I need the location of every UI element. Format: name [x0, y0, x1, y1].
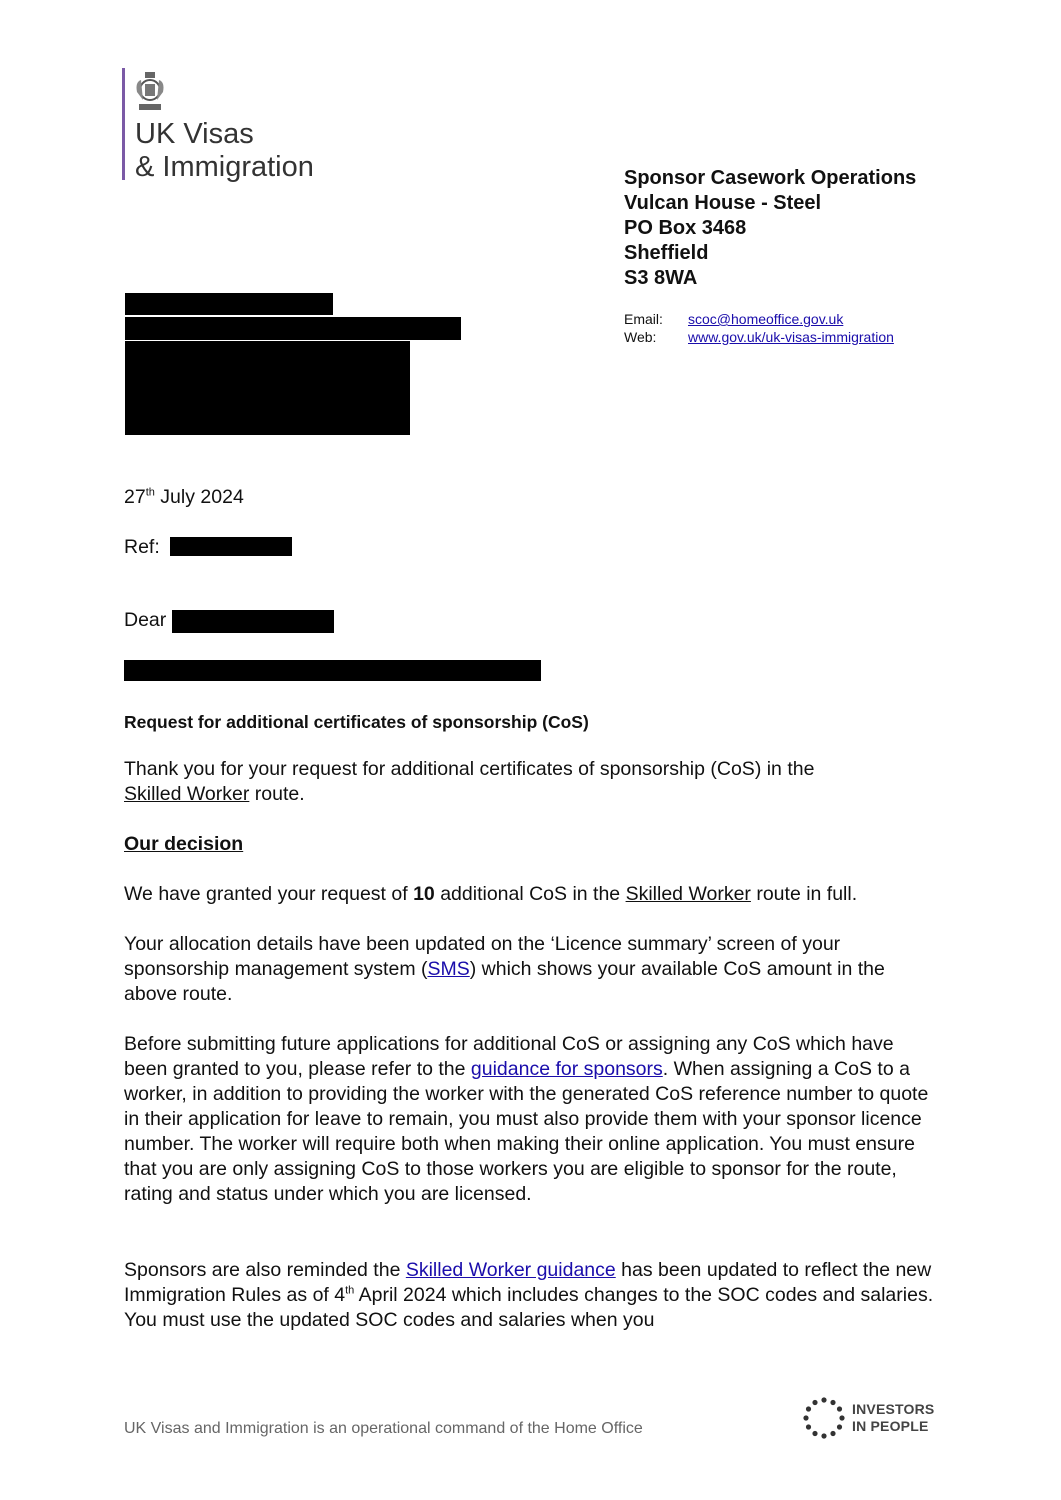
redacted-name — [172, 610, 334, 633]
paragraph-reminder: Sponsors are also reminded the Skilled Worker guidance has been updated to reflect the new Immigration Rules as of 4th April 2024 which includes changes to the SOC codes and salaries. You must use the updated SOC codes and salaries when you — [124, 1259, 934, 1331]
redacted-block — [125, 317, 461, 340]
cos-count: 10 — [413, 883, 435, 905]
address-line: Vulcan House - Steel — [624, 192, 822, 214]
letter-subject: Request for additional certificates of sponsorship (CoS) — [124, 712, 589, 732]
reference-label: Ref: — [124, 536, 160, 558]
skilled-worker-term: Skilled Worker — [625, 883, 751, 905]
skilled-worker-guidance-link[interactable]: Skilled Worker guidance — [405, 1259, 616, 1281]
web-link[interactable]: www.gov.uk/uk-visas-immigration — [688, 329, 894, 345]
brand-name — [135, 118, 314, 184]
brand-bar — [122, 68, 125, 180]
email-link[interactable]: scoc@homeoffice.gov.uk — [688, 311, 844, 327]
paragraph-guidance: Before submitting future applications for additional CoS or assigning any CoS which have been granted to you, please refer to the guidance for sponsors. When assigning a CoS to a worker, in addition to providing the worker with the generated CoS reference number to quote in their application for leave to remain, you must also provide them with your sponsor licence number. The worker will require both when making their online application. You must ensure that you are only assigning CoS to those workers you are eligible to sponsor for the route, rating and status under which you are licensed. — [124, 1033, 929, 1205]
sms-link[interactable]: SMS — [427, 958, 470, 980]
address-line: Sheffield — [624, 242, 709, 264]
brand-line-1: UK Visas — [135, 118, 254, 150]
address-line: Sponsor Casework Operations — [624, 167, 917, 189]
iip-line-2: IN PEOPLE — [852, 1418, 929, 1434]
royal-crest-icon — [133, 70, 167, 116]
paragraph-intro: Thank you for your request for additional certificates of sponsorship (CoS) in the Skilled Worker route. — [124, 758, 815, 805]
email-label: Email: — [624, 311, 663, 327]
salutation: Dear — [124, 609, 167, 631]
guidance-for-sponsors-link[interactable]: guidance for sponsors — [470, 1058, 663, 1080]
address-line: PO Box 3468 — [624, 217, 747, 239]
laurel-icon — [802, 1396, 846, 1440]
sender-address — [624, 166, 916, 291]
skilled-worker-term: Skilled Worker — [124, 783, 250, 805]
redacted-block — [125, 341, 410, 435]
iip-line-1: INVESTORS — [852, 1401, 935, 1417]
address-line: S3 8WA — [624, 267, 698, 289]
letter-date: 27th July 2024 — [124, 486, 244, 508]
redacted-reference — [170, 537, 292, 556]
decision-heading: Our decision — [124, 833, 244, 855]
redacted-block — [125, 293, 333, 315]
footer-text: UK Visas and Immigration is an operational command of the Home Office — [124, 1420, 643, 1437]
web-label: Web: — [624, 329, 657, 345]
investors-in-people-logo — [802, 1396, 934, 1440]
brand-line-2: & Immigration — [135, 151, 314, 183]
paragraph-allocation: Your allocation details have been updated on the ‘Licence summary’ screen of your sponsorship management system (SMS) which shows your available CoS amount in the above route. — [124, 933, 885, 1005]
redacted-line — [124, 660, 541, 681]
sender-contact — [624, 310, 894, 346]
paragraph-decision: We have granted your request of 10 additional CoS in the Skilled Worker route in full. — [124, 883, 858, 905]
